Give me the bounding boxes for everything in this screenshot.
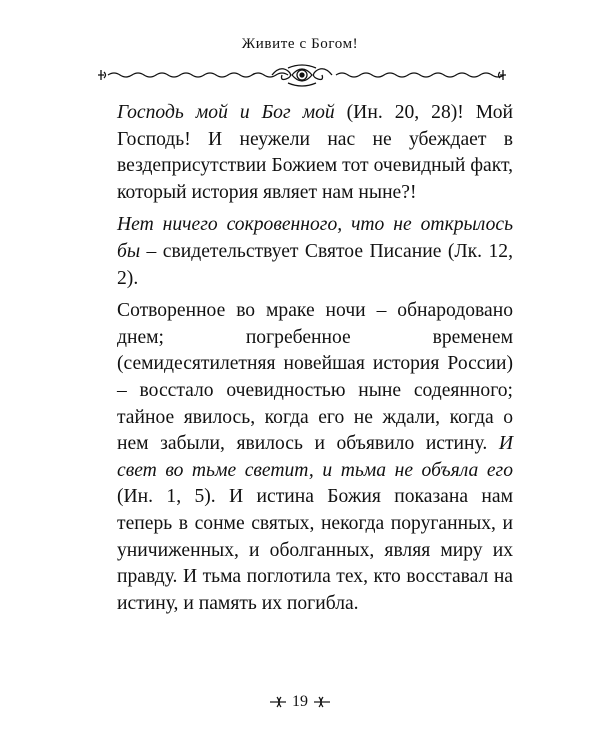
scripture-quote: Нет ничего сокровенного, что не открылось бы <box>117 214 513 262</box>
paragraph-text: Сотворенное во мраке ночи – обнародовано днем; погребенное временем (семидесятилетняя новейшая история России) – восстало очевидностью ныне содеянного; тайное явилось, когда его не ждали, когда о нем забыли, явилось и объявило истину. <box>117 300 513 455</box>
scripture-quote: И свет во тьме светит, и тьма не объяла его <box>117 433 513 481</box>
header-ornament-icon <box>96 58 508 92</box>
folio-ornament-left-icon <box>268 694 288 710</box>
paragraph-2 <box>117 212 513 292</box>
paragraph-text: (Ин. 1, 5). И истина Божия показана нам теперь в сонме святых, некогда поруганных, и уничиженных, и оболганных, являя миру их правду. И тьма поглотила тех, кто восставал на истину, и память их погибла. <box>117 486 513 614</box>
paragraph-text: (Ин. 20, 28)! Мой Господь! И неужели нас не убеждает в вездеприсутствии Божием тот очевидный факт, который история являет нам ныне?! <box>117 102 513 203</box>
main-text <box>117 100 513 623</box>
paragraph-3 <box>117 298 513 617</box>
paragraph-1 <box>117 100 513 206</box>
running-title: Живите с Богом! <box>241 36 359 52</box>
folio-ornament-right-icon <box>312 694 332 710</box>
scripture-quote: Господь мой и Бог мой <box>117 102 335 123</box>
paragraph-text: – свидетельствует Святое Писание (Лк. 12, 2). <box>117 240 513 289</box>
page-footer <box>0 693 600 711</box>
page-number: 19 <box>292 693 308 710</box>
